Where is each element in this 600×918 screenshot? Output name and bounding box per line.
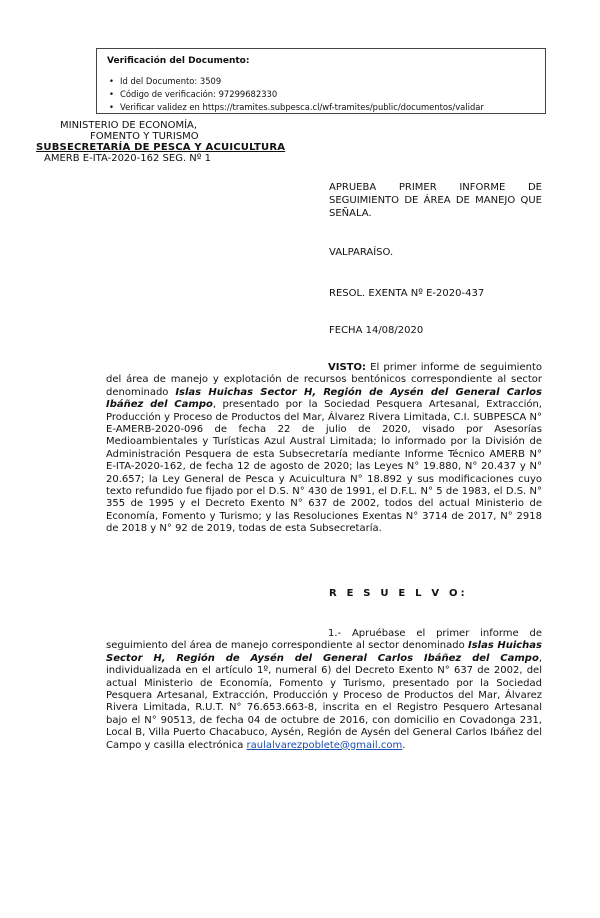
- article-1-text-1: 1.- Apruébase el primer informe de seguimiento del área de manejo correspondiente al sector denominado: [106, 628, 542, 652]
- visto-paragraph: [106, 362, 542, 536]
- visto-label: VISTO:: [328, 362, 366, 373]
- subsecretaria-name: SUBSECRETARÍA DE PESCA Y ACUICULTURA: [36, 142, 286, 153]
- ministry-name: MINISTERIO DE ECONOMÍA,: [60, 120, 198, 131]
- document-reference: AMERB E-ITA-2020-162 SEG. Nº 1: [44, 153, 212, 164]
- resolution-place: VALPARAÍSO.: [329, 247, 394, 258]
- document-id: • Id del Documento: 3509: [119, 75, 545, 88]
- ministry-name-cont: FOMENTO Y TURISMO: [90, 131, 199, 142]
- resolution-number: RESOL. EXENTA Nº E-2020-437: [329, 288, 485, 299]
- visto-area-name: Islas Huichas Sector H, Región de Aysén del General Carlos Ibáñez del Campo: [106, 386, 542, 411]
- ministry-header: [36, 120, 285, 164]
- email-link[interactable]: raulalvarezpoblete@gmail.com: [246, 739, 403, 751]
- article-1-text-2: , individualizada en el artículo 1º, numeral 6) del Decreto Exento N° 637 de 2002, del actual Ministerio de Economía, Fomento y Turismo, presentado por la Sociedad Pesquera Artesanal, Extracción, Producción y Proceso de Productos del Mar, Álvarez Rivera Limitada, R.U.T. N° 76.653.663-8, inscrita en el Registro Pesquero Artesanal bajo el N° 90513, de fecha 04 de octubre de 2016, con domicilio en Covadonga 231, Local B, Villa Puerto Chacabuco, Aysén, Región de Aysén del General Carlos Ibáñez del Campo y casilla electrónica: [106, 652, 542, 751]
- article-1-text-3: .: [402, 739, 406, 751]
- article-1-paragraph: [106, 628, 542, 752]
- verification-url[interactable]: • Verificar validez en https://tramites.subpesca.cl/wf-tramites/public/documentos/validar: [119, 101, 545, 114]
- verification-box: [96, 48, 546, 114]
- article-1-area-name: Islas Huichas Sector H, Región de Aysén del General Carlos Ibáñez del Campo: [106, 640, 542, 664]
- verification-list: [107, 75, 545, 114]
- resolution-date: FECHA 14/08/2020: [329, 325, 424, 336]
- resolution-summary: APRUEBA PRIMER INFORME DE SEGUIMIENTO DE ÁREA DE MANEJO QUE SEÑALA.: [329, 182, 542, 219]
- verification-code: • Código de verificación: 97299682330: [119, 88, 545, 101]
- visto-text-2: , presentado por la Sociedad Pesquera Artesanal, Extracción, Producción y Proceso de Productos del Mar, Álvarez Rivera Limitada, C.I. SUBPESCA N° E-AMERB-2020-096 de fecha 22 de julio de 2020, visado por Asesorías Medioambientales y Turísticas Azul Austral Limitada; lo informado por la División de Administración Pesquera de esta Subsecretaría mediante Informe Técnico AMERB N° E-ITA-2020-162, de fecha 12 de agosto de 2020; las Leyes N° 19.880, N° 20.437 y N° 20.657; la Ley General de Pesca y Acuicultura N° 18.892 y sus modificaciones cuyo texto refundido fue fijado por el D.S. N° 430 de 1991, el D.F.L. N° 5 de 1983, el D.S. N° 355 de 1995 y el Decreto Exento N° 637 de 2002, todos del actual Ministerio de Economía, Fomento y Turismo; y las Resoluciones Exentas N° 3714 de 2017, N° 2918 de 2018 y N° 92 de 2019, todas de esta Subsecretaría.: [106, 399, 542, 535]
- verification-title: Verificación del Documento:: [107, 56, 250, 66]
- visto-text-1: El primer informe de seguimiento del área de manejo y explotación de recursos bentónicos correspondiente al sector denominado: [106, 362, 542, 398]
- resuelvo-heading: R E S U E L V O:: [329, 588, 468, 599]
